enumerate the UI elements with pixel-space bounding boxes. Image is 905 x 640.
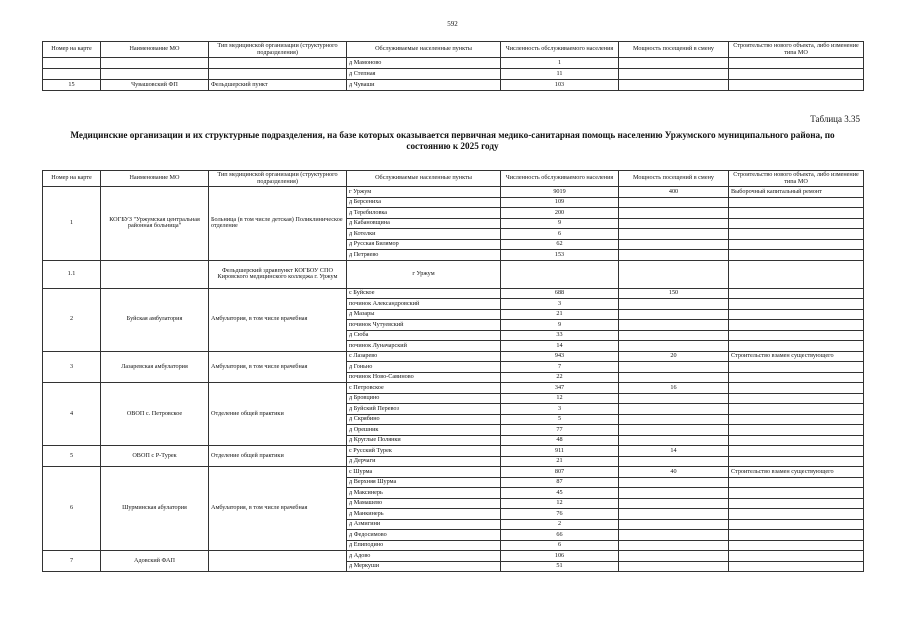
cell-construction bbox=[729, 540, 864, 551]
header-type: Тип медицинской организации (структурного подразделения) bbox=[209, 42, 347, 58]
header-points: Обслуживаемые населенные пункты bbox=[347, 42, 501, 58]
table-row bbox=[43, 351, 864, 362]
cell-point: с Шурма bbox=[347, 467, 501, 478]
cell-num: 1.1 bbox=[43, 260, 101, 288]
cell-population: 5 bbox=[501, 414, 619, 425]
cell-construction bbox=[729, 498, 864, 509]
cell-construction bbox=[729, 299, 864, 310]
cell-point: д Меркуши bbox=[347, 561, 501, 572]
cell-construction bbox=[729, 58, 864, 69]
table-number: Таблица 3.35 bbox=[810, 114, 860, 124]
cell-capacity: 40 bbox=[619, 467, 729, 478]
cell-construction bbox=[729, 561, 864, 572]
header-type: Тип медицинской организации (структурного подразделения) bbox=[209, 171, 347, 187]
cell-point: д Сюба bbox=[347, 330, 501, 341]
table-row bbox=[43, 446, 864, 457]
cell-point: г Уржум bbox=[347, 260, 501, 288]
cell-capacity bbox=[619, 425, 729, 436]
cell-point: д Круглые Полянки bbox=[347, 435, 501, 446]
cell-name bbox=[101, 69, 209, 80]
cell-type bbox=[209, 69, 347, 80]
cell-capacity bbox=[619, 519, 729, 530]
header-num: Номер на карте bbox=[43, 171, 101, 187]
cell-name: Чувашовский ФП bbox=[101, 80, 209, 91]
cell-point: д Мамоново bbox=[347, 58, 501, 69]
cell-point: д Верхняя Шурма bbox=[347, 477, 501, 488]
header-construction: Строительство нового объекта, либо изменение типа МО bbox=[729, 171, 864, 187]
cell-point: д Теребиловка bbox=[347, 208, 501, 219]
cell-type: Фельдшерский здравпункт КОГБОУ СПО Кировского медицинского колледжа г. Уржум bbox=[209, 260, 347, 288]
cell-point: д Котелки bbox=[347, 229, 501, 240]
cell-population: 48 bbox=[501, 435, 619, 446]
cell-point: д Скрябино bbox=[347, 414, 501, 425]
table-header-row bbox=[43, 171, 864, 187]
cell-point: д Бровцино bbox=[347, 393, 501, 404]
cell-population: 106 bbox=[501, 551, 619, 562]
header-population: Численность обслуживаемого населения bbox=[501, 42, 619, 58]
cell-capacity: 20 bbox=[619, 351, 729, 362]
cell-construction bbox=[729, 80, 864, 91]
cell-construction: Строительство взамен существующего bbox=[729, 351, 864, 362]
cell-capacity bbox=[619, 404, 729, 415]
cell-point: починок Луначарский bbox=[347, 341, 501, 352]
cell-capacity bbox=[619, 530, 729, 541]
cell-type bbox=[209, 551, 347, 572]
page-number: 592 bbox=[447, 20, 458, 28]
cell-population: 3 bbox=[501, 299, 619, 310]
cell-type: Отделение общей практики bbox=[209, 446, 347, 467]
cell-capacity: 150 bbox=[619, 288, 729, 299]
cell-construction bbox=[729, 446, 864, 457]
cell-capacity bbox=[619, 69, 729, 80]
header-capacity: Мощность посещений в смену bbox=[619, 171, 729, 187]
cell-capacity bbox=[619, 477, 729, 488]
cell-construction bbox=[729, 530, 864, 541]
cell-point: д Гоньно bbox=[347, 362, 501, 373]
cell-capacity bbox=[619, 551, 729, 562]
table-title: Медицинские организации и их структурные подразделения, на базе которых оказывается первичная медико-санитарная помощь населению Уржумского муниципального района, по состоянию к 2025 году bbox=[70, 130, 835, 151]
cell-construction: Выборочный капитальный ремонт bbox=[729, 187, 864, 198]
cell-capacity bbox=[619, 488, 729, 499]
header-name: Наименование МО bbox=[101, 171, 209, 187]
cell-population: 153 bbox=[501, 250, 619, 261]
cell-population: 22 bbox=[501, 372, 619, 383]
cell-construction bbox=[729, 551, 864, 562]
cell-population: 21 bbox=[501, 456, 619, 467]
cell-population: 77 bbox=[501, 425, 619, 436]
header-capacity: Мощность посещений в смену bbox=[619, 42, 729, 58]
cell-population: 1 bbox=[501, 58, 619, 69]
cell-capacity bbox=[619, 80, 729, 91]
cell-construction bbox=[729, 435, 864, 446]
cell-capacity bbox=[619, 435, 729, 446]
cell-num: 1 bbox=[43, 187, 101, 261]
cell-num: 7 bbox=[43, 551, 101, 572]
cell-type: Больница (в том числе детская) Поликлиническое отделение bbox=[209, 187, 347, 261]
cell-construction bbox=[729, 288, 864, 299]
cell-num bbox=[43, 58, 101, 69]
cell-point: д Адово bbox=[347, 551, 501, 562]
cell-type: Амбулатория, в том числе врачебная bbox=[209, 467, 347, 551]
cell-construction bbox=[729, 425, 864, 436]
cell-population: 14 bbox=[501, 341, 619, 352]
cell-population: 943 bbox=[501, 351, 619, 362]
cell-population: 21 bbox=[501, 309, 619, 320]
cell-construction bbox=[729, 239, 864, 250]
cell-construction bbox=[729, 509, 864, 520]
cell-num: 4 bbox=[43, 383, 101, 446]
cell-construction bbox=[729, 456, 864, 467]
cell-point: починок Ново-Савиново bbox=[347, 372, 501, 383]
cell-point: д Степная bbox=[347, 69, 501, 80]
cell-population: 11 bbox=[501, 69, 619, 80]
cell-construction bbox=[729, 218, 864, 229]
cell-name: КОГБУЗ "Уржумская центральная районная больница" bbox=[101, 187, 209, 261]
cell-population: 9019 bbox=[501, 187, 619, 198]
cell-construction bbox=[729, 197, 864, 208]
cell-capacity bbox=[619, 197, 729, 208]
header-population: Численность обслуживаемого населения bbox=[501, 171, 619, 187]
cell-construction bbox=[729, 372, 864, 383]
cell-point: д Мазары bbox=[347, 309, 501, 320]
cell-num: 15 bbox=[43, 80, 101, 91]
cell-point: д Берсениха bbox=[347, 197, 501, 208]
cell-point: с Петровское bbox=[347, 383, 501, 394]
cell-name: ОВОП с. Петровское bbox=[101, 383, 209, 446]
header-name: Наименование МО bbox=[101, 42, 209, 58]
cell-num bbox=[43, 69, 101, 80]
cell-construction bbox=[729, 488, 864, 499]
cell-capacity bbox=[619, 309, 729, 320]
cell-population: 911 bbox=[501, 446, 619, 457]
cell-capacity bbox=[619, 341, 729, 352]
cell-name bbox=[101, 58, 209, 69]
cell-population: 2 bbox=[501, 519, 619, 530]
cell-capacity bbox=[619, 330, 729, 341]
cell-capacity bbox=[619, 218, 729, 229]
cell-num: 2 bbox=[43, 288, 101, 351]
table-row bbox=[43, 69, 864, 80]
cell-point: починок Александровский bbox=[347, 299, 501, 310]
cell-construction bbox=[729, 414, 864, 425]
cell-construction bbox=[729, 260, 864, 288]
cell-type: Амбулатория, в том числе врачебная bbox=[209, 351, 347, 383]
cell-type bbox=[209, 58, 347, 69]
cell-population: 200 bbox=[501, 208, 619, 219]
cell-population: 6 bbox=[501, 229, 619, 240]
cell-name: Шурминская абулатория bbox=[101, 467, 209, 551]
cell-capacity bbox=[619, 229, 729, 240]
cell-num: 5 bbox=[43, 446, 101, 467]
header-points: Обслуживаемые населенные пункты bbox=[347, 171, 501, 187]
cell-point: д Дерчаги bbox=[347, 456, 501, 467]
cell-construction bbox=[729, 320, 864, 331]
header-num: Номер на карте bbox=[43, 42, 101, 58]
cell-population: 33 bbox=[501, 330, 619, 341]
cell-point: с Буйское bbox=[347, 288, 501, 299]
cell-capacity bbox=[619, 498, 729, 509]
cell-point: д Петряево bbox=[347, 250, 501, 261]
cell-type: Амбулатория, в том числе врачебная bbox=[209, 288, 347, 351]
cell-population: 66 bbox=[501, 530, 619, 541]
table-header-row bbox=[43, 42, 864, 58]
cell-construction bbox=[729, 309, 864, 320]
cell-point: д Мамашево bbox=[347, 498, 501, 509]
cell-point: д Чуваши bbox=[347, 80, 501, 91]
cell-population: 688 bbox=[501, 288, 619, 299]
cell-construction bbox=[729, 393, 864, 404]
cell-construction bbox=[729, 250, 864, 261]
table-main bbox=[42, 170, 864, 572]
cell-name: Адовский ФАП bbox=[101, 551, 209, 572]
cell-population: 45 bbox=[501, 488, 619, 499]
cell-point: д Манкинерь bbox=[347, 509, 501, 520]
table-continued bbox=[42, 41, 864, 91]
cell-point: починок Чутуевский bbox=[347, 320, 501, 331]
table-row bbox=[43, 551, 864, 562]
cell-population: 51 bbox=[501, 561, 619, 572]
cell-type: Фельдшерский пункт bbox=[209, 80, 347, 91]
table-row bbox=[43, 58, 864, 69]
cell-population: 62 bbox=[501, 239, 619, 250]
cell-name: Буйская амбулатория bbox=[101, 288, 209, 351]
cell-capacity bbox=[619, 250, 729, 261]
cell-capacity: 14 bbox=[619, 446, 729, 457]
cell-point: с Русский Турек bbox=[347, 446, 501, 457]
header-construction: Строительство нового объекта, либо изменение типа МО bbox=[729, 42, 864, 58]
table-row bbox=[43, 80, 864, 91]
table-row bbox=[43, 187, 864, 198]
cell-capacity bbox=[619, 414, 729, 425]
cell-population: 76 bbox=[501, 509, 619, 520]
cell-population bbox=[501, 260, 619, 288]
cell-point: г Уржум bbox=[347, 187, 501, 198]
cell-num: 3 bbox=[43, 351, 101, 383]
cell-capacity bbox=[619, 320, 729, 331]
cell-capacity bbox=[619, 260, 729, 288]
table-row bbox=[43, 383, 864, 394]
cell-capacity bbox=[619, 299, 729, 310]
cell-population: 6 bbox=[501, 540, 619, 551]
cell-point: д Азмигини bbox=[347, 519, 501, 530]
cell-construction bbox=[729, 404, 864, 415]
cell-name: Лазаревская амбулатория bbox=[101, 351, 209, 383]
cell-capacity bbox=[619, 362, 729, 373]
cell-point: д Орешник bbox=[347, 425, 501, 436]
cell-population: 9 bbox=[501, 218, 619, 229]
cell-construction bbox=[729, 383, 864, 394]
cell-num: 6 bbox=[43, 467, 101, 551]
cell-population: 807 bbox=[501, 467, 619, 478]
cell-capacity bbox=[619, 58, 729, 69]
cell-point: с Лазарево bbox=[347, 351, 501, 362]
cell-capacity: 16 bbox=[619, 383, 729, 394]
cell-point: д Русская Билямор bbox=[347, 239, 501, 250]
cell-population: 9 bbox=[501, 320, 619, 331]
cell-capacity bbox=[619, 456, 729, 467]
cell-population: 103 bbox=[501, 80, 619, 91]
cell-capacity bbox=[619, 208, 729, 219]
cell-construction: Строительство взамен существующего bbox=[729, 467, 864, 478]
cell-construction bbox=[729, 69, 864, 80]
cell-point: д Кабановщина bbox=[347, 218, 501, 229]
cell-population: 12 bbox=[501, 393, 619, 404]
table-row bbox=[43, 467, 864, 478]
cell-population: 7 bbox=[501, 362, 619, 373]
cell-capacity bbox=[619, 561, 729, 572]
cell-construction bbox=[729, 477, 864, 488]
cell-capacity bbox=[619, 540, 729, 551]
cell-construction bbox=[729, 208, 864, 219]
cell-construction bbox=[729, 330, 864, 341]
cell-population: 109 bbox=[501, 197, 619, 208]
cell-capacity bbox=[619, 239, 729, 250]
cell-point: д Федосимово bbox=[347, 530, 501, 541]
cell-capacity bbox=[619, 509, 729, 520]
cell-population: 87 bbox=[501, 477, 619, 488]
cell-capacity bbox=[619, 393, 729, 404]
cell-construction bbox=[729, 229, 864, 240]
cell-population: 12 bbox=[501, 498, 619, 509]
cell-point: д Максинерь bbox=[347, 488, 501, 499]
cell-construction bbox=[729, 519, 864, 530]
cell-point: д Буйский Перевоз bbox=[347, 404, 501, 415]
cell-point: д Епиподино bbox=[347, 540, 501, 551]
cell-name bbox=[101, 260, 209, 288]
cell-population: 347 bbox=[501, 383, 619, 394]
table-row bbox=[43, 288, 864, 299]
cell-capacity bbox=[619, 372, 729, 383]
cell-population: 3 bbox=[501, 404, 619, 415]
cell-type: Отделение общей практики bbox=[209, 383, 347, 446]
cell-name: ОВОП с Р-Турек bbox=[101, 446, 209, 467]
cell-construction bbox=[729, 362, 864, 373]
table-row bbox=[43, 260, 864, 288]
cell-capacity: 400 bbox=[619, 187, 729, 198]
cell-construction bbox=[729, 341, 864, 352]
